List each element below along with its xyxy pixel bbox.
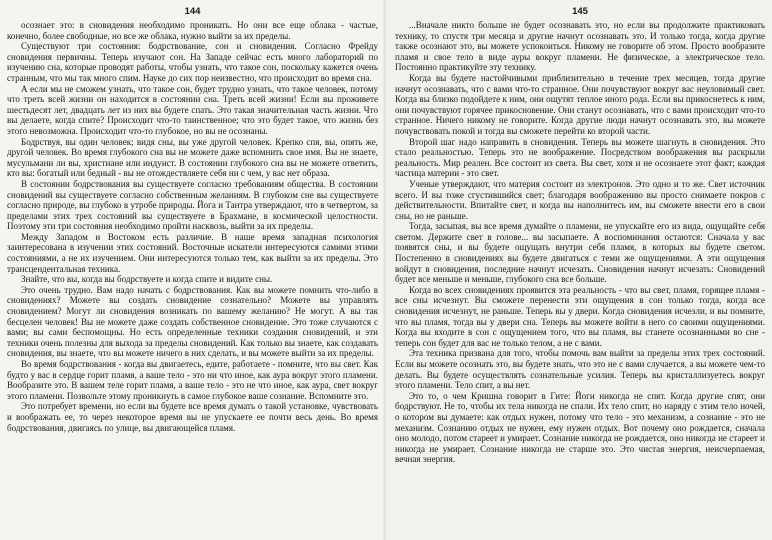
paragraph: Тогда, засыпая, вы все время думайте о пламени, не упускайте его из вида, ощущайте себя светом. Держите свет в голове... вы засыпаете. А воспоминания остаются: Сначала у вас появятся сны, и вы будете ощущать внутри себя пламя, в которых вы будете светом. Постепенно в сновидениях вы будете двигаться с теми же ощущениями. А эти ощущения войдут в сновидения, последние начнут исчезать. Сновидения начнут исчезать: Сновидений будет все меньше и меньше, глубокого сна все больше. <box>395 221 765 285</box>
paragraph: Это то, о чем Кришна говорит в Гите: Йоги никогда не спят. Когда другие спят, они бодрствуют. Не то, чтобы их тела никогда не спали. Их тело спит, но наряду с этим тело ночей, о котором вы думаете: как отдых нужен, потому что тело - это механизм, а сознание - это не механизм. Сознанию отдых не нужен, ему нужен отдых. Вот почему оно рождается, сначала оно молодо, потом стареет и умирает. Сознание никогда не рождается, оно никогда не стареет и никогда не умирает. Сознание никогда не старше это. Это чистая энергия, неисчерпаемая, вечная энергия. <box>395 390 765 465</box>
right-page-text <box>395 20 765 465</box>
paragraph: Существуют три состояния: бодрствование, сон и сновидения. Согласно Фрейду сновидения первичны. Теперь изучают сон. На Западе сейчас есть много лабораторий по изучению сна, которые проводят работы, чтобы узнать, что такое сон, поскольку кажется очень странным, что мы так много спим. Науке до сих пор неизвестно, что происходит во время сна. <box>7 41 378 83</box>
paragraph: Ученые утверждают, что материя состоит из электронов. Это одно и то же. Свет источник всего. И вы тоже сгустившийся свет; благодаря воображению вы просто снимаете покров с действительности. Впитайте свет, и когда вы наполнитесь им, вы сможете внести его в свои сны, но не раньше. <box>395 178 765 221</box>
page-number-right: 145 <box>572 6 588 17</box>
paragraph: ...Вначале никто больше не будет осознавать это, но если вы продолжите практиковать технику, то спустя три месяца и другие начнут осознавать это. И только тогда, когда другие также осознают это, вы можете успокоиться. Никому не говорите об этом. Просто вообразите пламя и свое тело в виде ауры вокруг пламени. Не физическое, а электрическое тело. Постоянно практикуйте эту технику. <box>395 20 765 73</box>
paragraph: В состоянии бодрствования вы существуете согласно требованиям общества. В состоянии сновидений вы существуете согласно собственным желаниям. В глубоком сне вы существуете согласно природе, вы глубоко в утробе природы. Йога и Тантра утверждают, что в четвертом, за пределами этих трех состояний вы существуете в Брахмане, в космической целостности. Поэтому эти три состояния необходимо пройти насквозь, выйти за их пределы. <box>7 178 378 232</box>
paragraph: Это потребует времени, но если вы будете все время думать о такой установке, чувствовать и воображать ее, то через некоторое время вы не упускаете ее почти весь день. Во время бодрствования, двигаясь по улице, вы двигающейся пламя. <box>7 401 378 433</box>
paragraph: Между Западом и Востоком есть различие. В наше время западная психология заинтересована в изучении этих состояний. Восточные искатели интересуются самими этими состояниями, а не их изучением. Они интересуются только тем, как выйти за их пределы. Это трансцендентальная техника. <box>7 231 378 274</box>
paragraph: Второй шаг надо направить в сновидения. Теперь вы можете шагнуть в сновидения. Это стало реальностью. Теперь это не воображение. Посредством воображения вы раскрыли реальность. Мир реален. Все состоит из света. Вы свет, хотя и не осознаете этот факт; каждая частица материи - это свет. <box>395 136 765 179</box>
paragraph: осознает это: в сновидения необходимо проникать. Но они все еще облака - частые, конечно, более свободные, но все же облака, нужно выйти за их пределы. <box>7 20 378 41</box>
paragraph: А если мы не сможем узнать, что такое сон, будет трудно узнать, что такое человек, потому что треть всей жизни он находится в состоянии сна. Треть всей жизни! Если вы проживете шестьдесят лет, двадцать лет из них вы будете спать. Это такая значительная часть жизни. Что вы делаете, когда спите? Происходит что-то таинственное; что это будет такое, что жизнь без этого невозможна. Происходит что-то глубокое, но вы не осознаны. <box>7 83 378 136</box>
paragraph: Эта техника призвана для того, чтобы помочь вам выйти за пределы этих трех состояний. Если вы можете осознать это, вы будете знать, что это не с вами случается, а вы можете чем-то делать. Вы будете осуществлять сознательные усилия. Теперь вы кристаллизуетесь вокруг этого пламени. Тело спит, а вы нет. <box>395 348 765 391</box>
paragraph: Знайте, что вы, когда вы бодрствуете и когда спите и видите сны. <box>21 274 273 285</box>
page-number-left: 144 <box>184 6 201 17</box>
paragraph: Бодрствуя, вы один человек; видя сны, вы уже другой человек. Крепко спя, вы, опять же, другой человек. Во время глубокого сна вы не можете даже вспомнить свое имя. Вы не знаете, мусульмани ли вы, христиане или индуист. В состоянии глубокого сна вы не можете ответить, кто вы: богатый или бедный - вы не отождествляете себя ни с чем, у вас нет образа. <box>7 136 378 179</box>
paragraph: Во время бодрствования - когда вы двигаетесь, едите, работаете - помните, что вы свет. Как будто у вас в сердце горит пламя, а ваше тело - это ни что иное, как аура вокруг этого пламени. Вообразите это. В вашем теле горит пламя, а ваше тело - это не что иное, как аура, свет вокруг этого пламени. Позвольте этому проникнуть в самое глубокое ваше сознание. Вспомните это. <box>7 359 378 401</box>
paragraph: Когда вы будете настойчивыми приблизительно в течение трех месяцев, тогда другие начнут осознавать, что с вами что-то странное. Они почувствуют вокруг вас неуловимый свет. Когда вы близко подойдете к ним, они ощутят теплое иного рода. Если вы прикоснетесь к ним, они почувствуют горячее прикосновение. Они станут осознавать, что с вами происходит что-то странное. Ничего никому не говорите. Когда другие люди начнут осознавать это, вы можете почувствовать покой и тогда вы сможете перейти ко второй части. <box>395 72 765 136</box>
paragraph: Это очень трудно. Вам надо начать с бодрствования. Как вы можете помнить что-либо в сновидениях? Можете вы создать сновидение сознательно? Можете вы управлять сновидением? Могут ли сновидения возникать по вашему желанию? Не могут. А вы так бесцелен человек! Вы не можете даже создать собственное сновидение. Это тоже случаются с вами; вы сами беспомощны. Но есть определенные техники создания сновидений, и эти техники очень полезны для выхода за пределы сновидений. Как только вы знаете, как создавать сновидения, вы знаете, что вы можете ничего в них сделать, и вы можете выйти за их пределы. <box>7 284 378 359</box>
paragraph: Когда во всех сновидениях проявится эта реальность - что вы свет, пламя, горящее пламя - все сны исчезнут. Вы сможете перенести эти ощущения в сон только тогда, когда все сновидения исчезнут, не раньше. Теперь вы у двери. Когда сновидения исчезли, и вы помните, что вы пламя, тогда вы у двери сна. Теперь вы можете войти в него со своими ощущениями. Когда вы входите в сон с ощущением того, что вы пламя, вы станете осознанными во сне - теперь сон будет для вас не только телом, а не с вами. <box>395 284 765 348</box>
right-page <box>386 0 772 540</box>
left-page-text <box>7 20 378 433</box>
